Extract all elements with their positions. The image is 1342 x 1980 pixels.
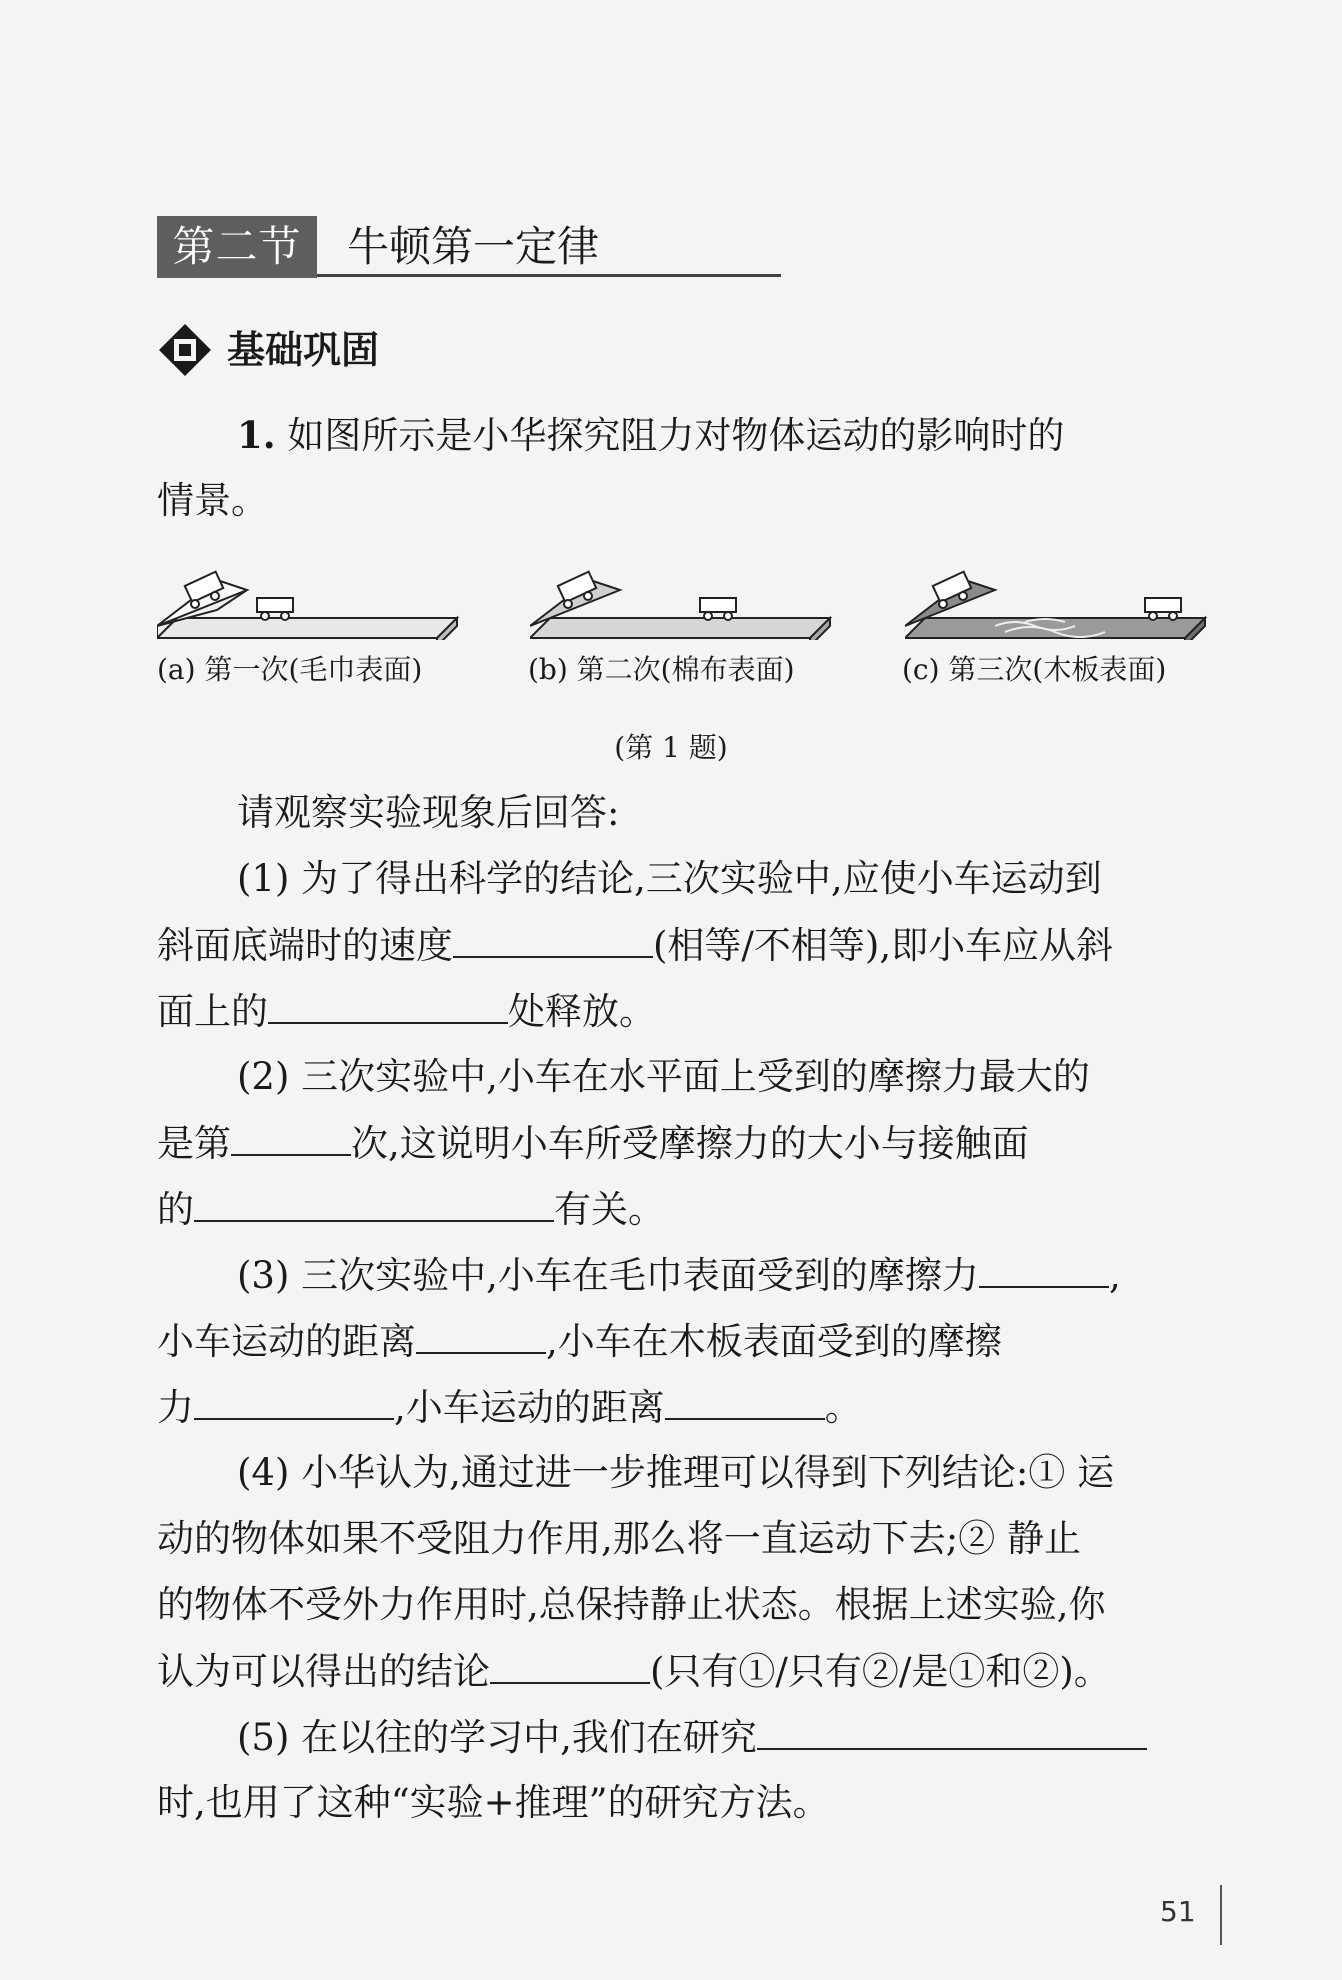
answer-blank-surface-property[interactable] xyxy=(194,1184,554,1222)
basics-title: 基础巩固 xyxy=(227,328,380,372)
p4-line2: 动的物体如果不受阻力作用,那么将一直运动下去;② 静止 xyxy=(157,1517,1081,1560)
p3-line2 xyxy=(157,1316,1002,1367)
page-number-divider xyxy=(1220,1885,1222,1945)
p1-line2 xyxy=(157,920,1113,971)
question-stem: 如图所示是小华探究阻力对物体运动的影响时的 xyxy=(287,414,1065,457)
p1-text-b: (相等/不相等),即小车应从斜 xyxy=(653,924,1114,967)
p4-line4 xyxy=(157,1646,1111,1697)
p4-line3: 的物体不受外力作用时,总保持静止状态。根据上述实验,你 xyxy=(157,1583,1106,1626)
p3-text-f: ,小车运动的距离 xyxy=(394,1386,665,1429)
q1-stem-line1 xyxy=(237,410,1064,461)
p3-text-e: 力 xyxy=(157,1386,194,1429)
p1-line1: (1) 为了得出科学的结论,三次实验中,应使小车运动到 xyxy=(237,857,1102,900)
answer-blank-trial-number[interactable] xyxy=(231,1118,351,1156)
caption-a: (a) 第一次(毛巾表面) xyxy=(157,653,423,686)
p3-text-c: 小车运动的距离 xyxy=(157,1320,416,1363)
p2-text-d: 有关。 xyxy=(554,1188,665,1231)
p3-text-a: (3) 三次实验中,小车在毛巾表面受到的摩擦力 xyxy=(237,1254,979,1297)
p2-line2 xyxy=(157,1118,1029,1169)
p2-text-a: 是第 xyxy=(157,1122,231,1165)
p5-line1 xyxy=(237,1712,1147,1763)
answer-blank-speed[interactable] xyxy=(453,920,653,958)
p1-text-c: 面上的 xyxy=(157,990,268,1033)
answer-blank-towel-friction[interactable] xyxy=(979,1250,1109,1288)
p5-line2: 时,也用了这种“实验+推理”的研究方法。 xyxy=(157,1781,830,1824)
answer-blank-prior-study[interactable] xyxy=(757,1712,1147,1750)
p3-line1 xyxy=(237,1250,1121,1301)
figure-a-towel xyxy=(157,560,467,640)
question-number: 1. xyxy=(237,413,276,457)
prompt: 请观察实验现象后回答: xyxy=(237,791,620,834)
p3-text-g: 。 xyxy=(824,1386,862,1429)
answer-blank-release-point[interactable] xyxy=(268,986,508,1024)
figure-caption: (第 1 题) xyxy=(614,731,728,764)
p4-text-a: 认为可以得出的结论 xyxy=(157,1650,490,1693)
p1-text-a: 斜面底端时的速度 xyxy=(157,924,453,967)
answer-blank-towel-distance[interactable] xyxy=(416,1316,546,1354)
caption-c: (c) 第三次(木板表面) xyxy=(902,653,1167,686)
basics-badge-icon xyxy=(157,322,213,378)
answer-blank-wood-friction[interactable] xyxy=(194,1382,394,1420)
p2-line1: (2) 三次实验中,小车在水平面上受到的摩擦力最大的 xyxy=(237,1055,1090,1098)
section-tag: 第二节 xyxy=(157,216,317,278)
caption-b: (b) 第二次(棉布表面) xyxy=(528,653,795,686)
p1-text-d: 处释放。 xyxy=(508,990,656,1033)
p3-text-b: , xyxy=(1108,1254,1121,1297)
p4-line1: (4) 小华认为,通过进一步推理可以得到下列结论:① 运 xyxy=(237,1451,1115,1494)
section-underline xyxy=(317,274,781,277)
p2-text-c: 的 xyxy=(157,1188,194,1231)
answer-blank-conclusion[interactable] xyxy=(490,1646,650,1684)
p2-text-b: 次,这说明小车所受摩擦力的大小与接触面 xyxy=(351,1122,1029,1165)
p1-line3 xyxy=(157,986,656,1037)
figure-c-wood xyxy=(905,560,1215,640)
page-number: 51 xyxy=(1160,1895,1196,1928)
p3-line3 xyxy=(157,1382,862,1433)
answer-blank-wood-distance[interactable] xyxy=(665,1382,825,1420)
q1-stem-line2: 情景。 xyxy=(157,479,268,522)
p5-text-a: (5) 在以往的学习中,我们在研究 xyxy=(237,1716,757,1759)
p4-text-b: (只有①/只有②/是①和②)。 xyxy=(650,1650,1111,1693)
p2-line3 xyxy=(157,1184,665,1235)
section-title: 牛顿第一定律 xyxy=(347,222,600,271)
p3-text-d: ,小车在木板表面受到的摩擦 xyxy=(546,1320,1002,1363)
figure-b-cotton xyxy=(530,560,840,640)
